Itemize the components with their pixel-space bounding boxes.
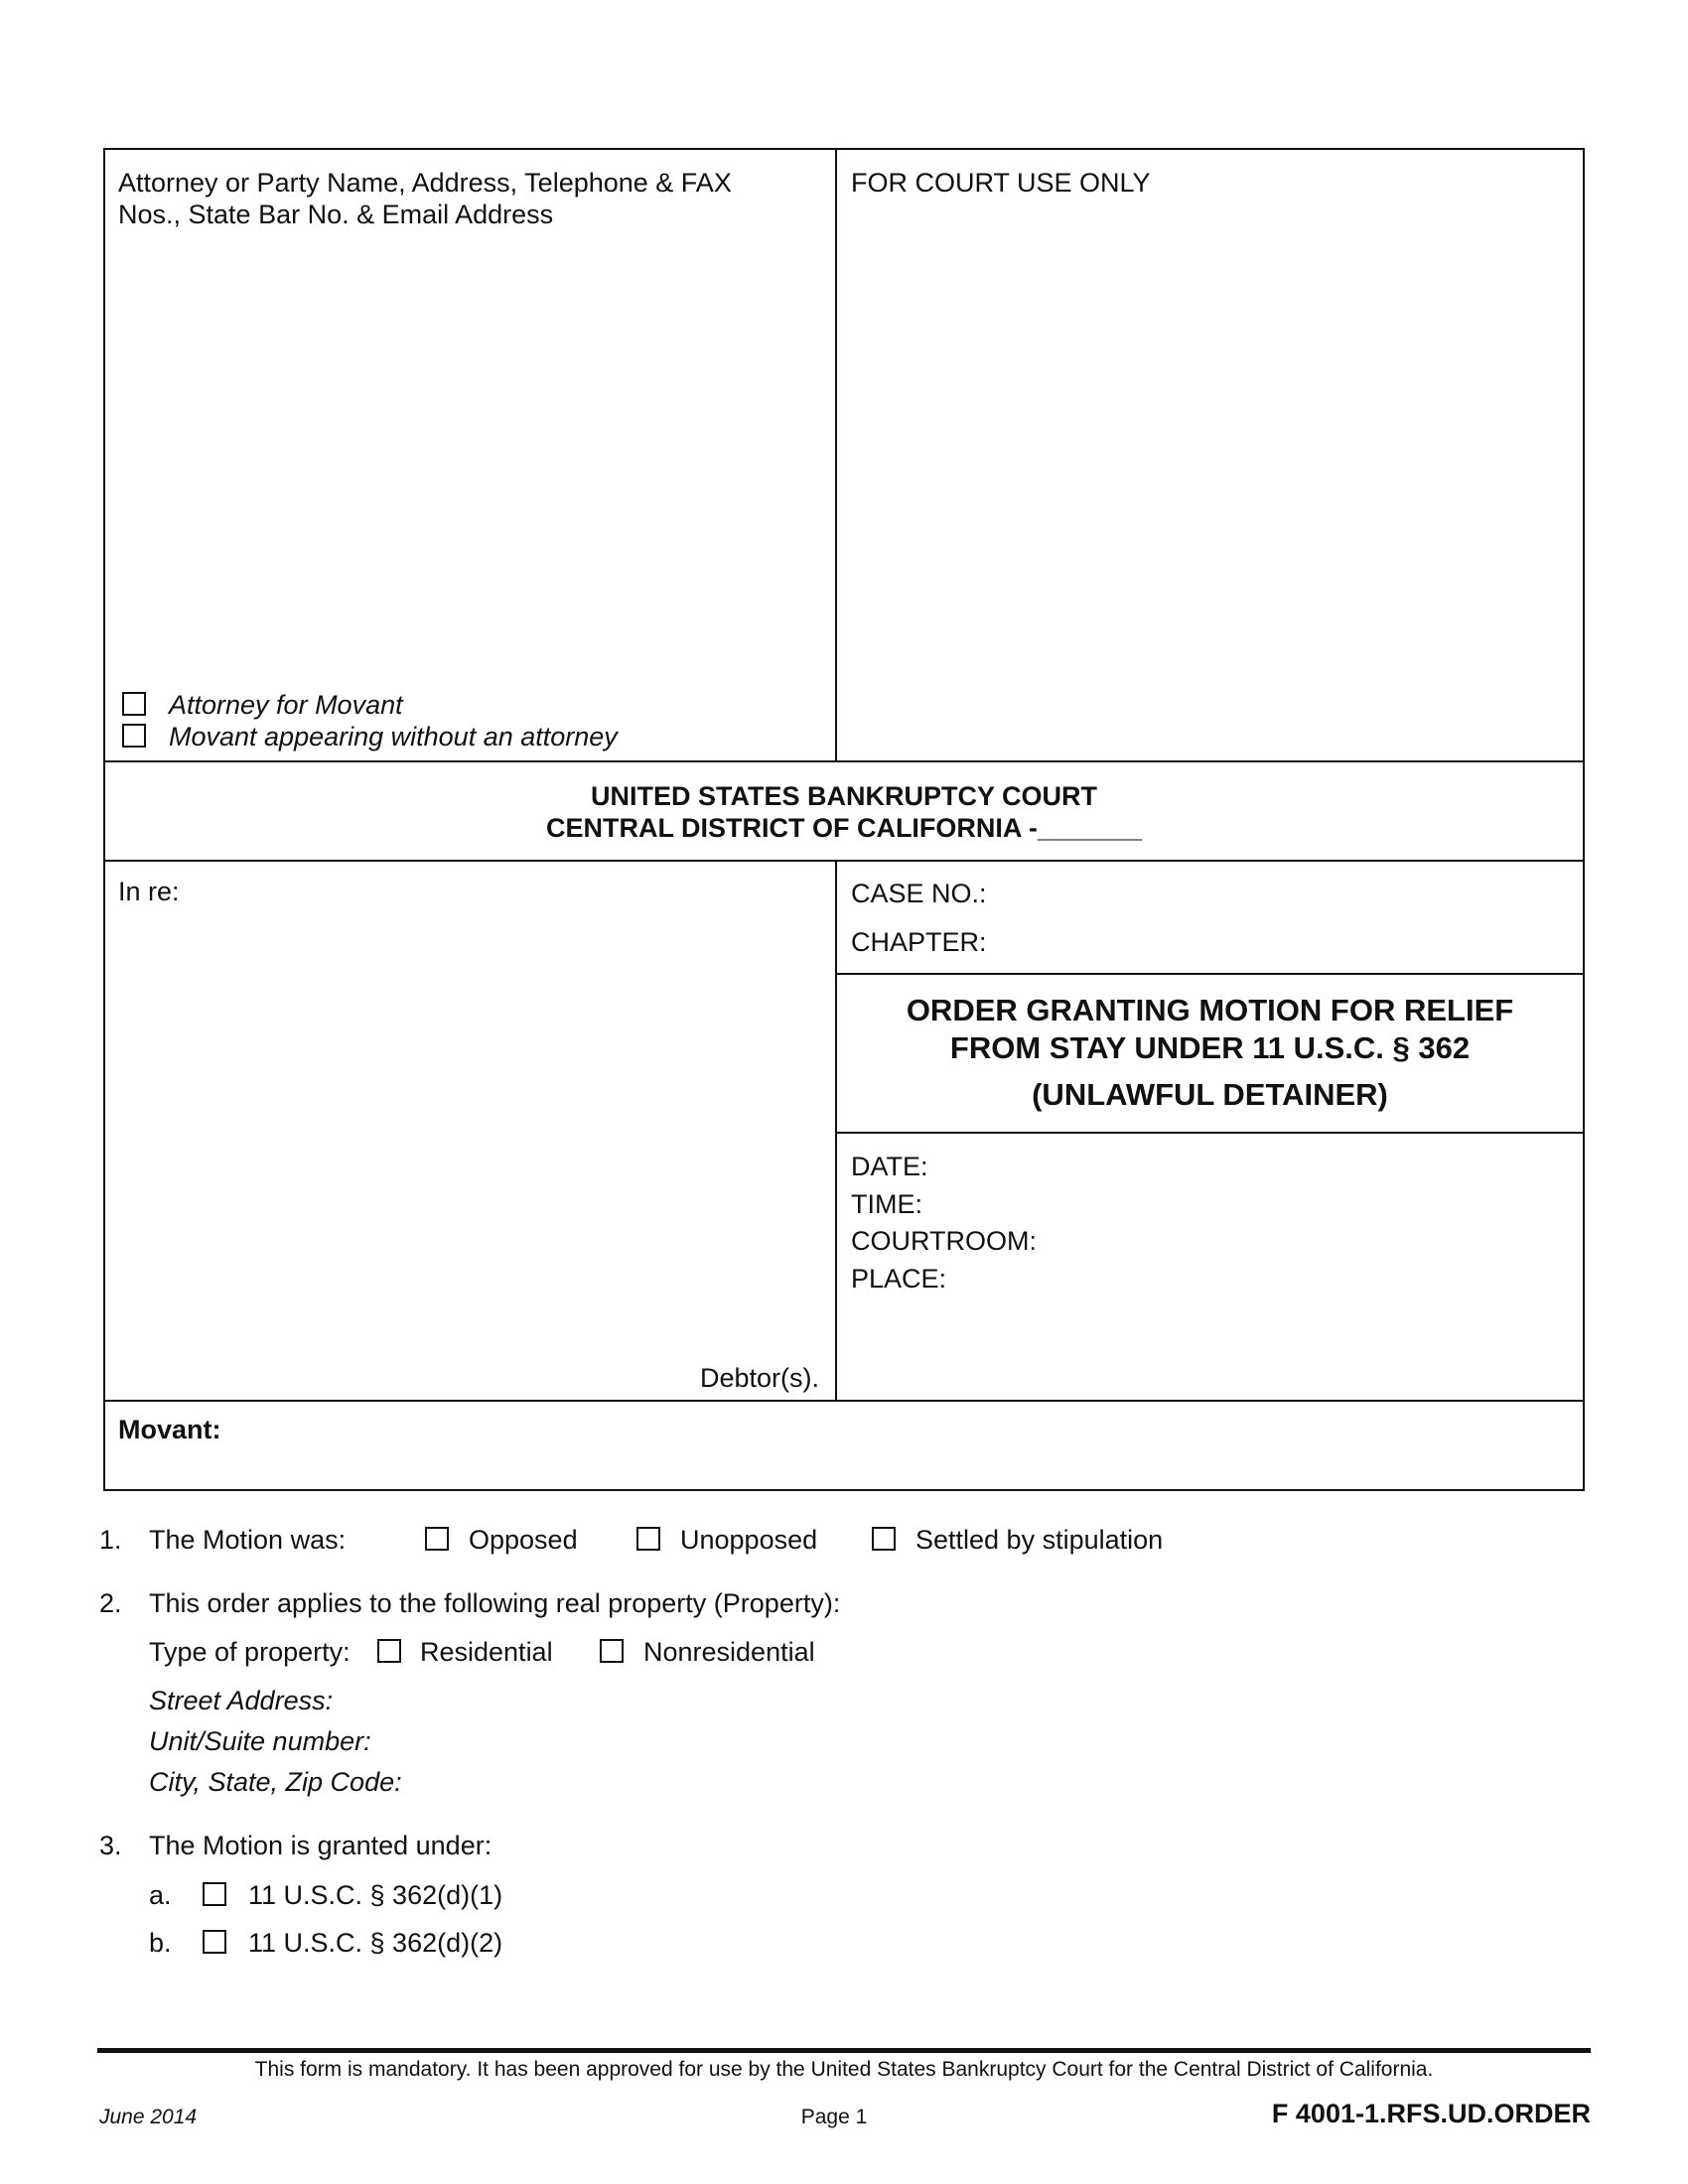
nonresidential-checkbox[interactable]	[600, 1639, 624, 1663]
section-362-d1-label: 11 U.S.C. § 362(d)(1)	[248, 1880, 503, 1910]
movant-without-attorney-label: Movant appearing without an attorney	[169, 722, 618, 751]
hearing-courtroom-label: COURTROOM:	[851, 1226, 1037, 1256]
footer-page: Page 1	[800, 2106, 868, 2128]
order-title-line2: FROM STAY UNDER 11 U.S.C. § 362	[949, 1030, 1471, 1065]
court-name-line2: CENTRAL DISTRICT OF CALIFORNIA -_______	[545, 813, 1143, 843]
attorney-for-movant-checkbox[interactable]	[122, 692, 146, 716]
attorney-label-line1: Attorney or Party Name, Address, Telephone & FAX	[118, 168, 732, 198]
city-state-zip-label: City, State, Zip Code:	[149, 1767, 402, 1797]
divider-attorney	[103, 760, 1585, 762]
item2-number: 2.	[99, 1588, 122, 1618]
hearing-time-label: TIME:	[851, 1189, 922, 1219]
section-362-d1-checkbox[interactable]	[203, 1882, 226, 1906]
item1-text: The Motion was:	[149, 1525, 347, 1555]
divider-order-title	[835, 1132, 1585, 1134]
type-of-property-label: Type of property:	[149, 1637, 351, 1667]
divider-vertical-top	[835, 148, 837, 761]
item3-text: The Motion is granted under:	[149, 1831, 492, 1860]
item1-number: 1.	[99, 1525, 122, 1555]
footer-rule	[97, 2048, 1591, 2053]
attorney-label-line2: Nos., State Bar No. & Email Address	[118, 200, 554, 229]
item3b-letter: b.	[149, 1928, 172, 1958]
in-re-label: In re:	[118, 877, 180, 906]
court-name-line1: UNITED STATES BANKRUPTCY COURT	[590, 781, 1097, 811]
case-no-label: CASE NO.:	[851, 879, 987, 908]
nonresidential-label: Nonresidential	[643, 1637, 815, 1667]
opposed-checkbox[interactable]	[425, 1527, 449, 1551]
section-362-d2-label: 11 U.S.C. § 362(d)(2)	[248, 1928, 503, 1958]
item3-number: 3.	[99, 1831, 122, 1860]
divider-movant	[103, 1400, 1585, 1402]
debtor-label: Debtor(s).	[700, 1363, 820, 1393]
unopposed-label: Unopposed	[680, 1525, 818, 1555]
order-title-line3: (UNLAWFUL DETAINER)	[1032, 1077, 1388, 1112]
settled-by-stipulation-checkbox[interactable]	[872, 1527, 896, 1551]
residential-label: Residential	[420, 1637, 553, 1667]
unopposed-checkbox[interactable]	[636, 1527, 660, 1551]
attorney-for-movant-label: Attorney for Movant	[169, 690, 403, 720]
item2-text: This order applies to the following real property (Property):	[149, 1588, 841, 1618]
hearing-date-label: DATE:	[851, 1152, 928, 1181]
footer-notice: This form is mandatory. It has been approved for use by the United States Bankruptcy Court for the Central District of California.	[254, 2058, 1434, 2081]
opposed-label: Opposed	[469, 1525, 578, 1555]
court-use-label: FOR COURT USE ONLY	[851, 168, 1151, 198]
settled-by-stipulation-label: Settled by stipulation	[915, 1525, 1164, 1555]
hearing-place-label: PLACE:	[851, 1264, 947, 1294]
order-title-line1: ORDER GRANTING MOTION FOR RELIEF	[906, 993, 1514, 1027]
footer-date: June 2014	[99, 2106, 198, 2128]
footer-form-id: F 4001-1.RFS.UD.ORDER	[1271, 2099, 1591, 2128]
unit-suite-label: Unit/Suite number:	[149, 1726, 371, 1756]
item3a-letter: a.	[149, 1880, 172, 1910]
residential-checkbox[interactable]	[377, 1639, 401, 1663]
section-362-d2-checkbox[interactable]	[203, 1930, 226, 1954]
chapter-label: CHAPTER:	[851, 927, 987, 957]
street-address-label: Street Address:	[149, 1686, 334, 1715]
divider-case-no	[835, 973, 1585, 975]
movant-without-attorney-checkbox[interactable]	[122, 724, 146, 748]
divider-court	[103, 860, 1585, 862]
movant-label: Movant:	[118, 1415, 221, 1444]
divider-vertical-case	[835, 860, 837, 1401]
